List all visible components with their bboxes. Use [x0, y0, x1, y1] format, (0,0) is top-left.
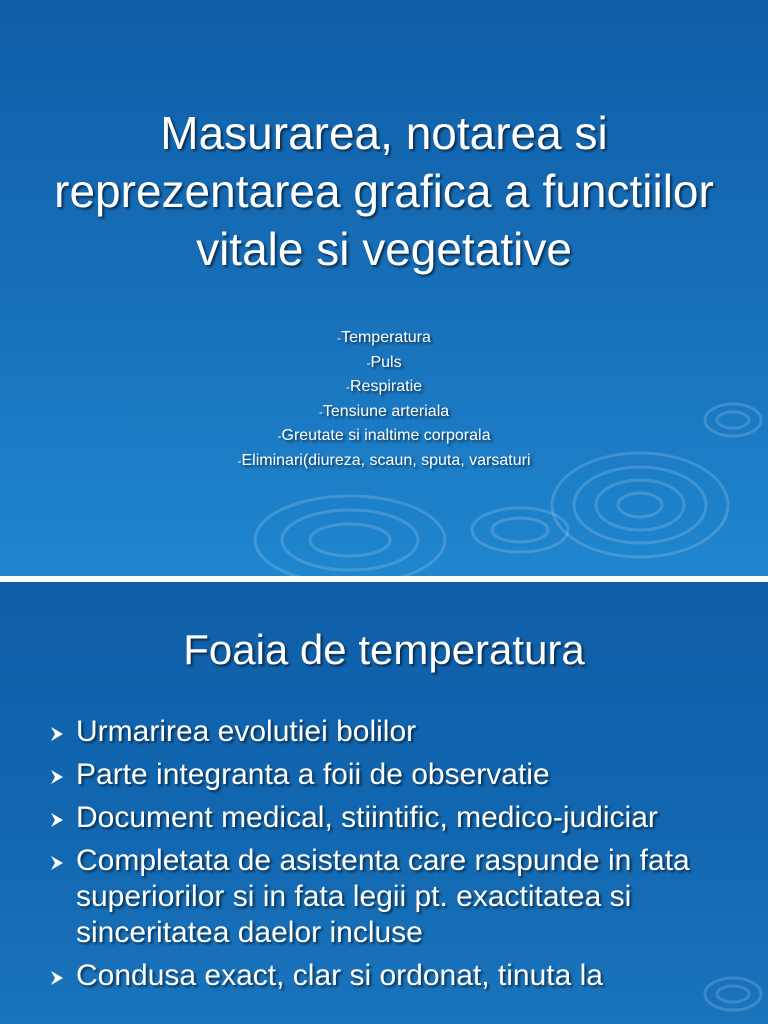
arrow-bullet-icon [48, 768, 66, 786]
list-item: -Puls [366, 353, 402, 371]
list-item: -Greutate si inaltime corporala [277, 427, 491, 444]
list-item: Urmarirea evolutiei bolilor [48, 714, 728, 750]
slide-2 [0, 582, 768, 1024]
arrow-bullet-icon [48, 854, 66, 872]
list-item: Completata de asistenta care raspunde in fata superiorilor si in fata legii pt. exactitatea si sinceritatea daelor incluse [48, 843, 728, 951]
list-item: Condusa exact, clar si ordonat, tinuta la [48, 958, 728, 994]
list-item: -Eliminari(diureza, scaun, sputa, varsaturi [237, 451, 531, 469]
list-item: -Tensiune arteriala [318, 402, 450, 420]
arrow-bullet-icon [48, 969, 66, 987]
slide-2-title: Foaia de temperatura [183, 626, 585, 673]
arrow-bullet-icon [48, 725, 66, 743]
list-item: Parte integranta a foii de observatie [48, 757, 728, 793]
bullet-list [48, 714, 728, 1001]
arrow-bullet-icon [48, 811, 66, 829]
list-item: -Respiratie [345, 378, 423, 395]
slide-1-title: Masurarea, notarea si reprezentarea grafica a functiilor vitale si vegetative [54, 107, 714, 275]
list-item: Document medical, stiintific, medico-judiciar [48, 800, 728, 836]
list-item: -Temperatura [337, 329, 431, 346]
vital-functions-list [100, 326, 668, 473]
